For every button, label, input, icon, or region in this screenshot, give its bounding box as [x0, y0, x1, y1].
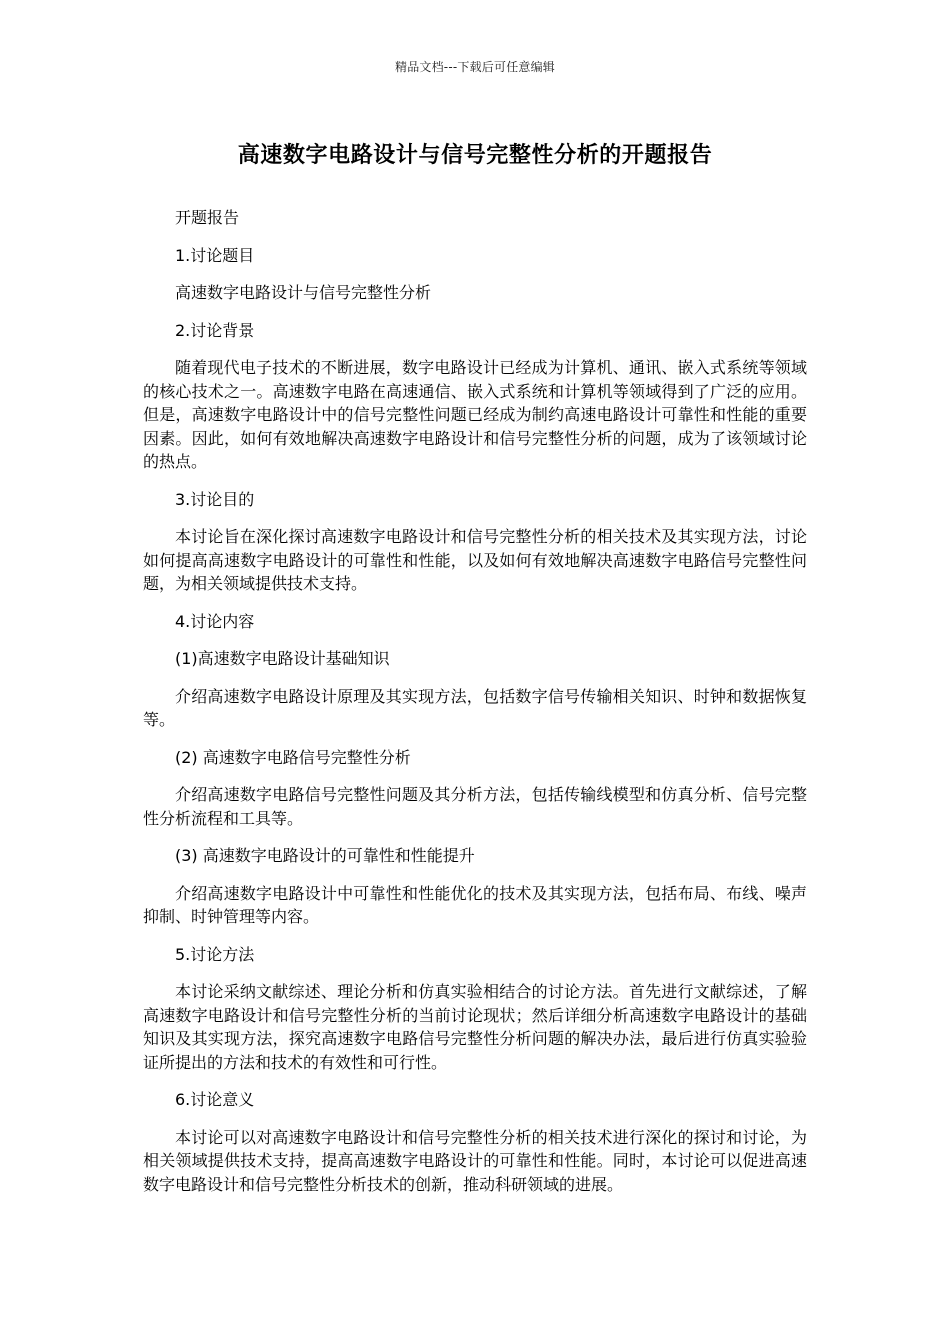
significance-paragraph: 本讨论可以对高速数字电路设计和信号完整性分析的相关技术进行深化的探讨和讨论，为相关领域提供技术支持，提高高速数字电路设计的可靠性和性能。同时，本讨论可以促进高速数字电路设计和信号完整性分析技术的创新，推动科研领域的进展。	[143, 1127, 807, 1194]
reliability-paragraph: 介绍高速数字电路设计中可靠性和性能优化的技术及其实现方法，包括布局、布线、噪声抑制、时钟管理等内容。	[143, 883, 807, 926]
section-heading-method: 5.讨论方法	[175, 944, 255, 964]
signal-integrity-paragraph: 介绍高速数字电路信号完整性问题及其分析方法，包括传输线模型和仿真分析、信号完整性分析流程和工具等。	[143, 785, 807, 828]
section-heading-content: 4.讨论内容	[175, 611, 255, 631]
page-header: 精品文档---下载后可任意编辑	[395, 60, 555, 74]
section-heading-significance: 6.讨论意义	[175, 1090, 255, 1109]
method-paragraph: 本讨论采纳文献综述、理论分析和仿真实验相结合的讨论方法。首先进行文献综述，了解高速数字电路设计和信号完整性分析的当前讨论现状；然后详细分析高速数字电路设计的基础知识及其实现方法，探究高速数字电路信号完整性分析问题的解决办法，最后进行仿真实验验证所提出的方法和技术的有效性和可行性。	[143, 982, 807, 1072]
section-label-report: 开题报告	[175, 208, 240, 227]
section-heading-background: 2.讨论背景	[175, 320, 255, 340]
section-heading-topic: 1.讨论题目	[175, 245, 255, 265]
document-body	[143, 206, 807, 1210]
subheading-reliability: (3) 高速数字电路设计的可靠性和性能提升	[175, 846, 475, 865]
topic-text: 高速数字电路设计与信号完整性分析	[175, 283, 432, 302]
subheading-signal-integrity: (2) 高速数字电路信号完整性分析	[175, 747, 411, 767]
subheading-basics: (1)高速数字电路设计基础知识	[175, 649, 390, 668]
document-title: 高速数字电路设计与信号完整性分析的开题报告	[237, 143, 713, 168]
basics-paragraph: 介绍高速数字电路设计原理及其实现方法，包括数字信号传输相关知识、时钟和数据恢复等。	[143, 686, 807, 729]
background-paragraph: 随着现代电子技术的不断进展，数字电路设计已经成为计算机、通讯、嵌入式系统等领域的核心技术之一。高速数字电路在高速通信、嵌入式系统和计算机等领域得到了广泛的应用。但是，高速数字电路设计中的信号完整性问题已经成为制约高速电路设计可靠性和性能的重要因素。因此，如何有效地解决高速数字电路设计和信号完整性分析的问题，成为了该领域讨论的热点。	[143, 358, 807, 471]
purpose-paragraph: 本讨论旨在深化探讨高速数字电路设计和信号完整性分析的相关技术及其实现方法，讨论如何提高高速数字电路设计的可靠性和性能，以及如何有效地解决高速数字电路信号完整性问题，为相关领域提供技术支持。	[143, 527, 807, 593]
section-heading-purpose: 3.讨论目的	[175, 489, 255, 509]
